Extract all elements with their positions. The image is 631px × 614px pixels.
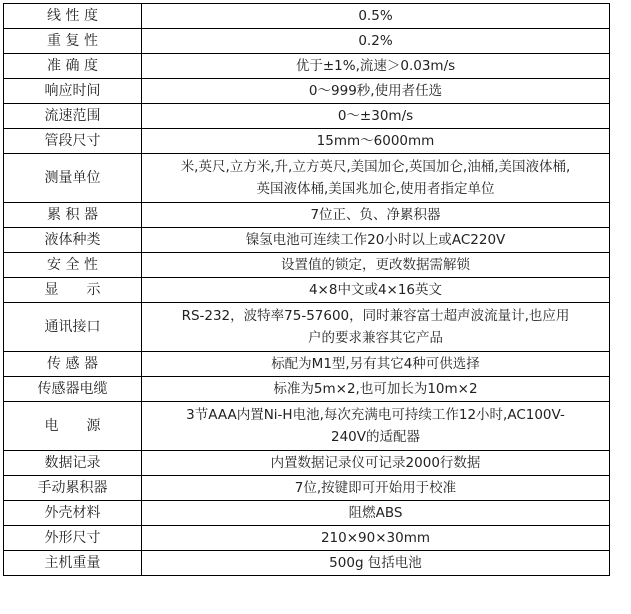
spec-row [4, 79, 610, 104]
spec-label: 重 复 性 [4, 29, 142, 54]
spec-value-line: 4×8中文或4×16英文 [308, 282, 443, 298]
spec-row [4, 228, 610, 253]
spec-label: 流速范围 [4, 104, 142, 129]
spec-table-body [4, 4, 610, 576]
spec-value [142, 253, 610, 278]
spec-value [142, 54, 610, 79]
spec-label: 显 示 [4, 278, 142, 303]
spec-value-line: RS-232，波特率75-57600，同时兼容富士超声波流量计,也应用 [181, 308, 570, 324]
spec-row [4, 377, 610, 402]
spec-value-line: 7位,按键即可开始用于校准 [294, 480, 457, 496]
spec-value [142, 104, 610, 129]
spec-value [142, 79, 610, 104]
spec-value [142, 129, 610, 154]
spec-value-line: 阻燃ABS [348, 505, 403, 521]
spec-label: 外壳材料 [4, 501, 142, 526]
spec-value-line: 内置数据记录仪可记录2000行数据 [270, 455, 481, 471]
spec-label: 响应时间 [4, 79, 142, 104]
spec-value [142, 377, 610, 402]
spec-row [4, 476, 610, 501]
spec-value [142, 278, 610, 303]
spec-value-line: 户的要求兼容其它产品 [308, 330, 443, 346]
spec-value [142, 526, 610, 551]
spec-value [142, 29, 610, 54]
spec-row [4, 352, 610, 377]
spec-value-line: 英国液体桶,美国兆加仑,使用者指定单位 [256, 181, 495, 197]
spec-value-line: 0～±30m/s [337, 108, 414, 124]
spec-label: 传 感 器 [4, 352, 142, 377]
spec-value [142, 501, 610, 526]
spec-row [4, 4, 610, 29]
spec-label: 数据记录 [4, 451, 142, 476]
spec-label: 通讯接口 [4, 303, 142, 352]
spec-row [4, 154, 610, 203]
spec-value-line: 标配为M1型,另有其它4种可供选择 [271, 356, 480, 372]
spec-row [4, 501, 610, 526]
spec-label: 手动累积器 [4, 476, 142, 501]
spec-row [4, 526, 610, 551]
spec-label: 外形尺寸 [4, 526, 142, 551]
spec-value [142, 203, 610, 228]
spec-value-line: 标准为5m×2,也可加长为10m×2 [273, 381, 478, 397]
spec-row [4, 253, 610, 278]
spec-value-line: 0.5% [358, 8, 393, 24]
spec-value-line: 500g 包括电池 [329, 555, 422, 571]
spec-row [4, 278, 610, 303]
spec-value-line: 0～999秒,使用者任选 [308, 83, 443, 99]
spec-label: 电 源 [4, 402, 142, 451]
spec-label: 管段尺寸 [4, 129, 142, 154]
spec-value [142, 402, 610, 451]
spec-label: 测量单位 [4, 154, 142, 203]
spec-value-line: 优于±1%,流速＞0.03m/s [295, 58, 456, 74]
spec-row [4, 54, 610, 79]
spec-row [4, 203, 610, 228]
spec-row [4, 104, 610, 129]
spec-value-line: 3节AAA内置Ni-H电池,每次充满电可持续工作12小时,AC100V- [186, 407, 565, 423]
spec-value-line: 设置值的锁定，更改数据需解锁 [281, 257, 470, 273]
spec-label: 液体种类 [4, 228, 142, 253]
spec-table [3, 3, 610, 576]
spec-value [142, 352, 610, 377]
spec-label: 累 积 器 [4, 203, 142, 228]
spec-row [4, 303, 610, 352]
spec-row [4, 29, 610, 54]
spec-row [4, 551, 610, 576]
spec-value [142, 551, 610, 576]
spec-label: 主机重量 [4, 551, 142, 576]
spec-row [4, 451, 610, 476]
spec-value-line: 240V的适配器 [330, 429, 420, 445]
spec-value-line: 0.2% [358, 33, 393, 49]
spec-value [142, 4, 610, 29]
spec-row [4, 129, 610, 154]
spec-value [142, 228, 610, 253]
spec-label: 线 性 度 [4, 4, 142, 29]
spec-label: 准 确 度 [4, 54, 142, 79]
spec-value-line: 镍氢电池可连续工作20小时以上或AC220V [245, 232, 506, 248]
spec-value [142, 451, 610, 476]
spec-label: 安 全 性 [4, 253, 142, 278]
spec-value [142, 154, 610, 203]
spec-value-line: 7位正、负、净累积器 [310, 207, 441, 223]
spec-label: 传感器电缆 [4, 377, 142, 402]
spec-value-line: 210×90×30mm [320, 530, 431, 546]
spec-value-line: 米,英尺,立方米,升,立方英尺,美国加仑,英国加仑,油桶,美国液体桶, [180, 159, 571, 175]
spec-row [4, 402, 610, 451]
spec-value-line: 15mm～6000mm [316, 133, 435, 149]
spec-value [142, 476, 610, 501]
spec-value [142, 303, 610, 352]
